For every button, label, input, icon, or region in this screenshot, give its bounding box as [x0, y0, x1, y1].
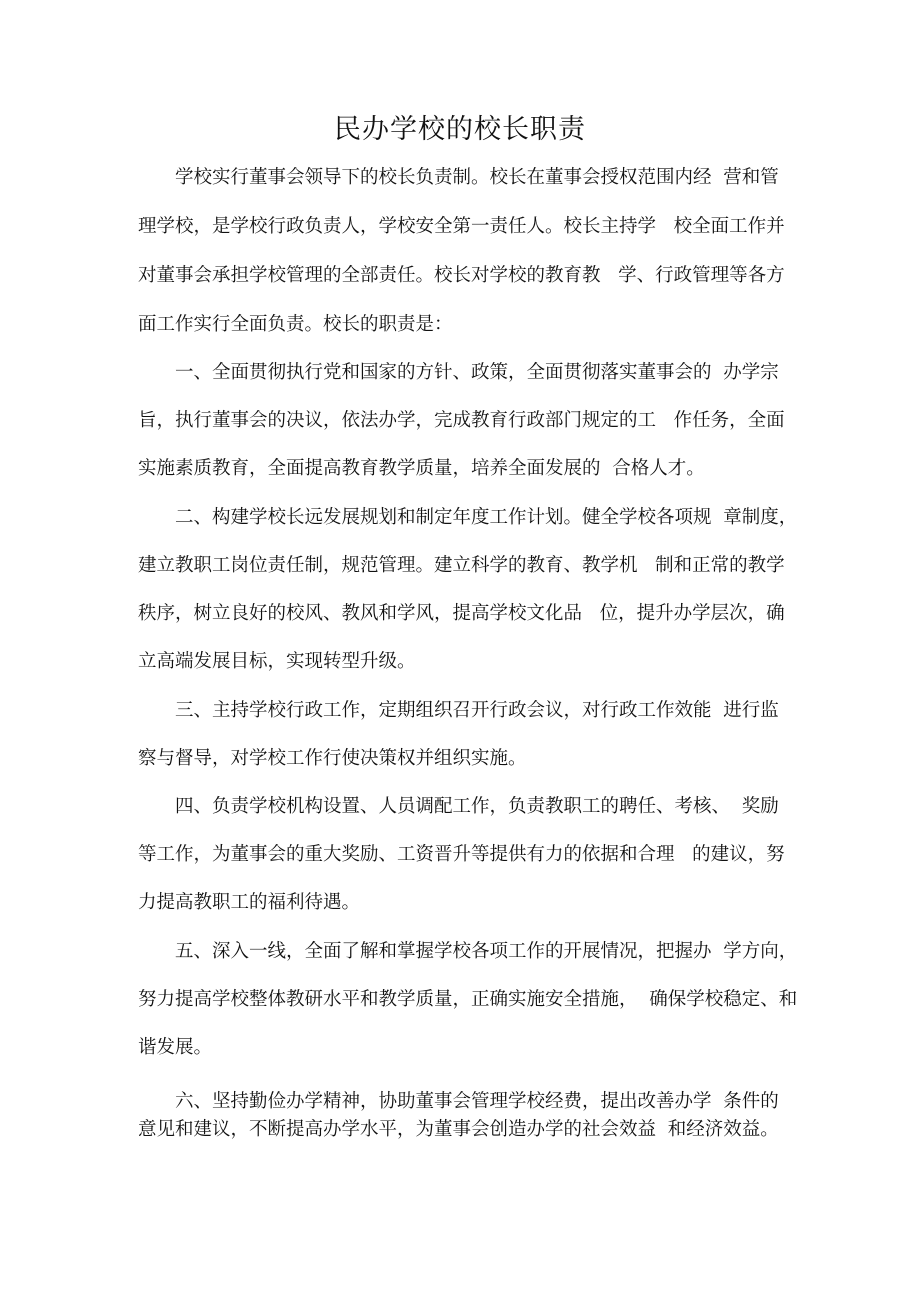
text-line: 立高端发展目标，实现转型升级。 — [138, 651, 416, 672]
text-line: 理学校，是学校行政负责人，学校安全第一责任人。校长主持学 校全面工作并 — [138, 216, 785, 237]
text-line: 实施素质教育，全面提高教育教学质量，培养全面发展的 合格人才。 — [138, 458, 705, 479]
text-line: 三、主持学校行政工作，定期组织召开行政会议，对行政工作效能 进行监 — [138, 700, 779, 721]
text-line: 面工作实行全面负责。校长的职责是： — [138, 314, 453, 335]
text-line: 力提高教职工的福利待遇。 — [138, 892, 361, 913]
page-title: 民办学校的校长职责 — [334, 114, 586, 145]
text-line: 五、深入一线，全面了解和掌握学校各项工作的开展情况，把握办 学方向， — [138, 941, 798, 962]
text-line: 旨，执行董事会的决议，依法办学，完成教育行政部门规定的工 作任务，全面 — [138, 410, 785, 431]
text-line: 秩序，树立良好的校风、教风和学风，提高学校文化品 位，提升办学层次，确 — [138, 603, 785, 624]
text-line: 努力提高学校整体教研水平和教学质量，正确实施安全措施， 确保学校稳定、和 — [138, 989, 798, 1010]
text-line: 二、构建学校长远发展规划和制定年度工作计划。健全学校各项规 章制度， — [138, 507, 798, 528]
text-line: 等工作，为董事会的重大奖励、工资晋升等提供有力的依据和合理 的建议，努 — [138, 844, 785, 865]
text-line: 学校实行董事会领导下的校长负责制。校长在董事会授权范围内经 营和管 — [138, 167, 779, 188]
text-line: 一、全面贯彻执行党和国家的方针、政策，全面贯彻落实董事会的 办学宗 — [138, 362, 779, 383]
text-line: 谐发展。 — [138, 1037, 213, 1058]
text-line: 四、负责学校机构设置、人员调配工作，负责教职工的聘任、考核、 奖励 — [138, 796, 779, 817]
text-line: 六、坚持勤俭办学精神，协助董事会管理学校经费，提出改善办学 条件的 — [138, 1091, 779, 1112]
text-line: 意见和建议，不断提高办学水平，为董事会创造办学的社会效益 和经济效益。 — [138, 1119, 779, 1140]
text-line: 察与督导，对学校工作行使决策权并组织实施。 — [138, 748, 527, 769]
text-line: 建立教职工岗位责任制，规范管理。建立科学的教育、教学机 制和正常的教学 — [138, 555, 785, 576]
text-line: 对董事会承担学校管理的全部责任。校长对学校的教育教 学、行政管理等各方 — [138, 265, 785, 286]
